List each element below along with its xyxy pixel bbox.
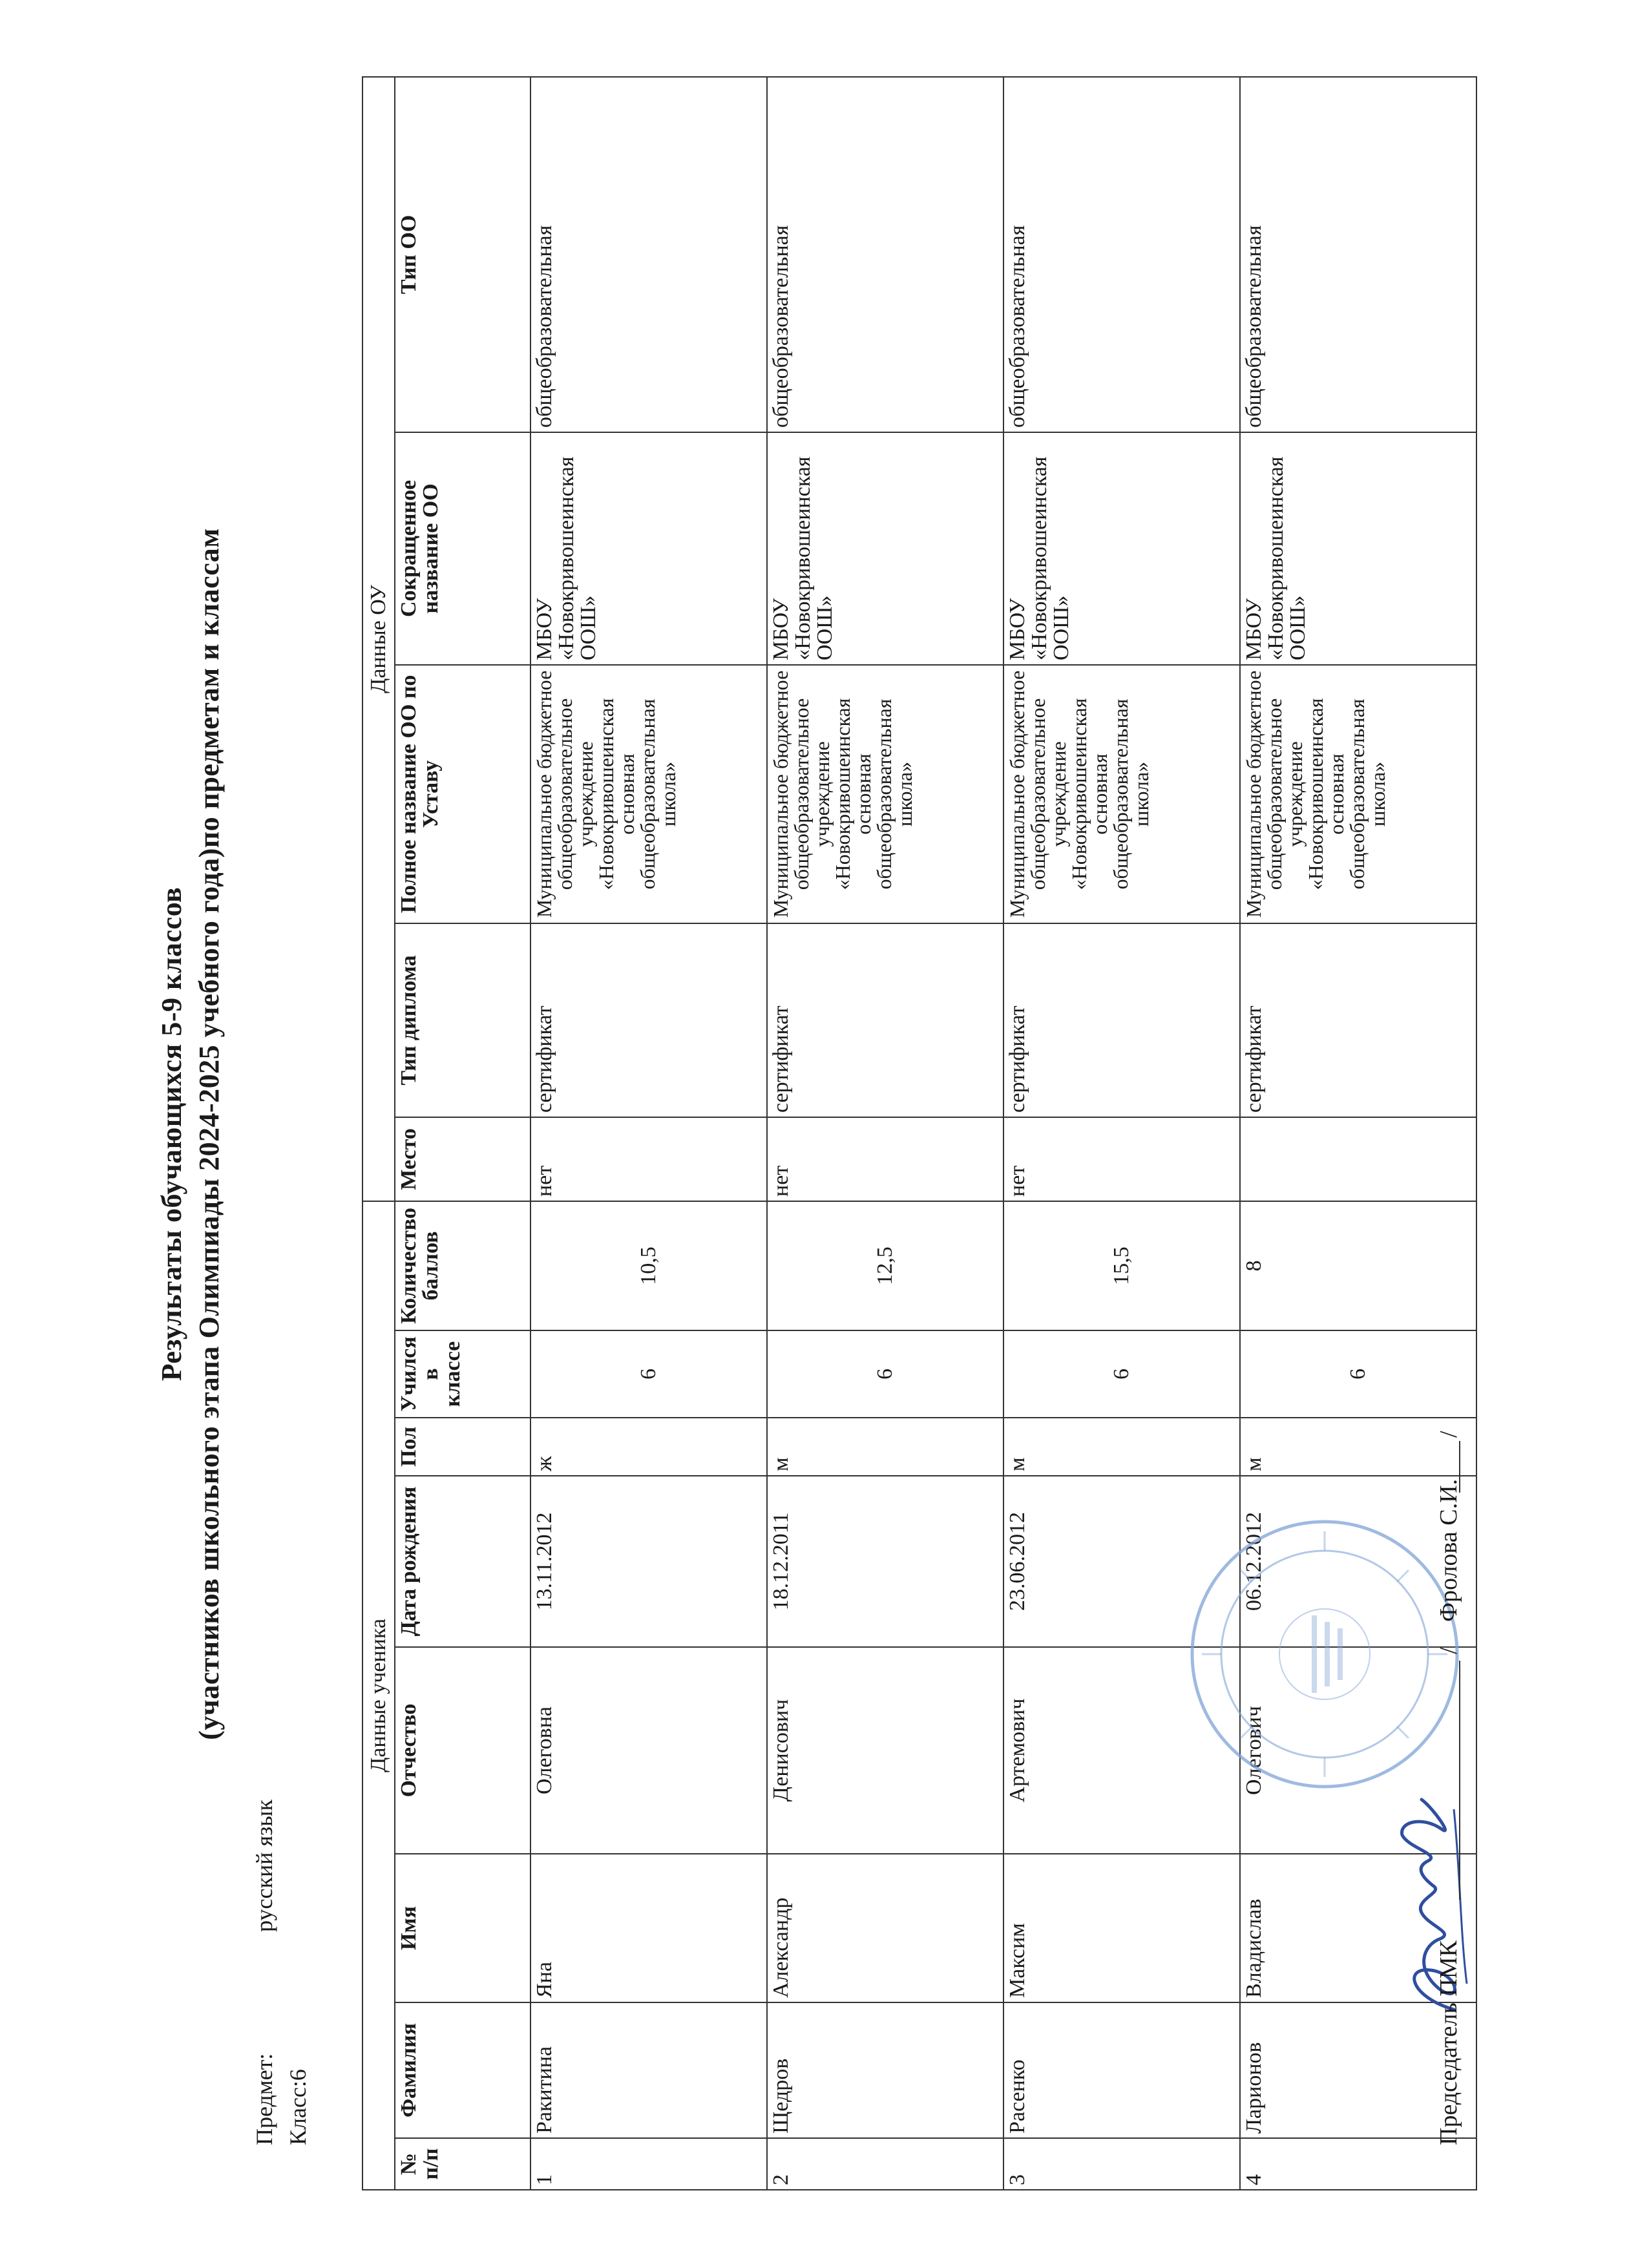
cell-score: 8: [1240, 1201, 1476, 1330]
cell-type: общеобразовательная: [767, 77, 1003, 432]
cell-sex: ж: [530, 1418, 767, 1476]
cell-surname: Ларионов: [1240, 2002, 1476, 2138]
cell-diploma: сертификат: [767, 923, 1003, 1117]
group-school-header: Данные ОУ: [362, 77, 395, 1201]
cell-fullname: Муниципальное бюджетное общеобразовательное учреждение «Новокривошеинская основная общеобразовательная школа»: [530, 665, 767, 923]
cell-birthdate: 13.11.2012: [530, 1476, 767, 1647]
cell-fullname: Муниципальное бюджетное общеобразовательное учреждение «Новокривошеинская основная общеобразовательная школа»: [1003, 665, 1240, 923]
cell-grade: 6: [530, 1330, 767, 1418]
round-stamp-icon: [1182, 1512, 1467, 1796]
chair-label: Председатель ПМК: [1435, 1940, 1462, 2145]
cell-grade: 6: [1240, 1330, 1476, 1418]
cell-surname: Расенко: [1003, 2002, 1240, 2138]
col-birthdate-header: Дата рождения: [395, 1476, 530, 1647]
col-place-header: Место: [395, 1117, 530, 1201]
cell-birthdate: 18.12.2011: [767, 1476, 1003, 1647]
cell-surname: Щедров: [767, 2002, 1003, 2138]
cell-grade: 6: [767, 1330, 1003, 1418]
cell-score: 12,5: [767, 1201, 1003, 1330]
col-shortname-header: Сокращенное название ОО: [395, 432, 530, 665]
cell-name: Владислав: [1240, 1854, 1476, 2002]
cell-diploma: сертификат: [530, 923, 767, 1117]
cell-patronymic: Олеговна: [530, 1647, 767, 1854]
cell-sex: м: [767, 1418, 1003, 1476]
table-row: [767, 77, 1003, 2190]
col-surname-header: Фамилия: [395, 2002, 530, 2138]
table-row: [530, 77, 767, 2190]
cell-place: [1240, 1117, 1476, 1201]
cell-num: 3: [1003, 2138, 1240, 2190]
cell-score: 10,5: [530, 1201, 767, 1330]
col-type-header: Тип ОО: [395, 77, 530, 432]
group-student-header: Данные ученика: [362, 1201, 395, 2190]
signature-line: [1459, 1661, 1460, 1900]
cell-fullname: Муниципальное бюджетное общеобразовательное учреждение «Новокривошеинская основная общеобразовательная школа»: [1240, 665, 1476, 923]
separator-slash: /: [1435, 1647, 1462, 1654]
col-sex-header: Пол: [395, 1418, 530, 1476]
col-num-header: № п/п: [395, 2138, 530, 2190]
document-title: Результаты обучающихся 5-9 классов: [156, 887, 187, 1381]
cell-name: Александр: [767, 1854, 1003, 2002]
document-subtitle: (участников школьного этапа Олимпиады 2024-2025 учебного года)по предметам и классам: [193, 528, 225, 1740]
cell-sex: м: [1003, 1418, 1240, 1476]
cell-place: нет: [767, 1117, 1003, 1201]
col-patronymic-header: Отчество: [395, 1647, 530, 1854]
cell-diploma: сертификат: [1003, 923, 1240, 1117]
cell-grade: 6: [1003, 1330, 1240, 1418]
cell-type: общеобразовательная: [1003, 77, 1240, 432]
class-label: Класс:6: [285, 2069, 311, 2145]
subject-label: Предмет:: [251, 2053, 277, 2145]
cell-place: нет: [530, 1117, 767, 1201]
separator-slash-end: /: [1435, 1431, 1462, 1438]
cell-name: Яна: [530, 1854, 767, 2002]
results-table: [362, 76, 1477, 2190]
col-name-header: Имя: [395, 1854, 530, 2002]
cell-shortname: МБОУ «Новокривошеинская ООШ»: [1003, 432, 1240, 665]
cell-shortname: МБОУ «Новокривошеинская ООШ»: [767, 432, 1003, 665]
cell-shortname: МБОУ «Новокривошеинская ООШ»: [530, 432, 767, 665]
chair-name: Фролова С.И.: [1435, 1478, 1462, 1622]
col-diploma-header: Тип диплома: [395, 923, 530, 1117]
signature-line-end: [1459, 1441, 1460, 1493]
cell-birthdate: 06.12.2012: [1240, 1476, 1476, 1647]
cell-num: 1: [530, 2138, 767, 2190]
col-fullname-header: Полное название ОО по Уставу: [395, 665, 530, 923]
cell-num: 2: [767, 2138, 1003, 2190]
cell-type: общеобразовательная: [530, 77, 767, 432]
cell-num: 4: [1240, 2138, 1476, 2190]
handwritten-signature-icon: [1383, 1790, 1480, 2022]
cell-shortname: МБОУ «Новокривошеинская ООШ»: [1240, 432, 1476, 665]
cell-place: нет: [1003, 1117, 1240, 1201]
subject-value: русский язык: [251, 1800, 277, 1932]
cell-name: Максим: [1003, 1854, 1240, 2002]
col-score-header: Количество баллов: [395, 1201, 530, 1330]
cell-score: 15,5: [1003, 1201, 1240, 1330]
cell-patronymic: Артемович: [1003, 1647, 1240, 1854]
cell-fullname: Муниципальное бюджетное общеобразовательное учреждение «Новокривошеинская основная общеобразовательная школа»: [767, 665, 1003, 923]
cell-surname: Ракитина: [530, 2002, 767, 2138]
cell-patronymic: Денисович: [767, 1647, 1003, 1854]
cell-birthdate: 23.06.2012: [1003, 1476, 1240, 1647]
table-row: [1003, 77, 1240, 2190]
cell-type: общеобразовательная: [1240, 77, 1476, 432]
col-grade-header: Учился в классе: [395, 1330, 530, 1418]
cell-diploma: сертификат: [1240, 923, 1476, 1117]
cell-patronymic: Олегович: [1240, 1647, 1476, 1854]
cell-sex: м: [1240, 1418, 1476, 1476]
